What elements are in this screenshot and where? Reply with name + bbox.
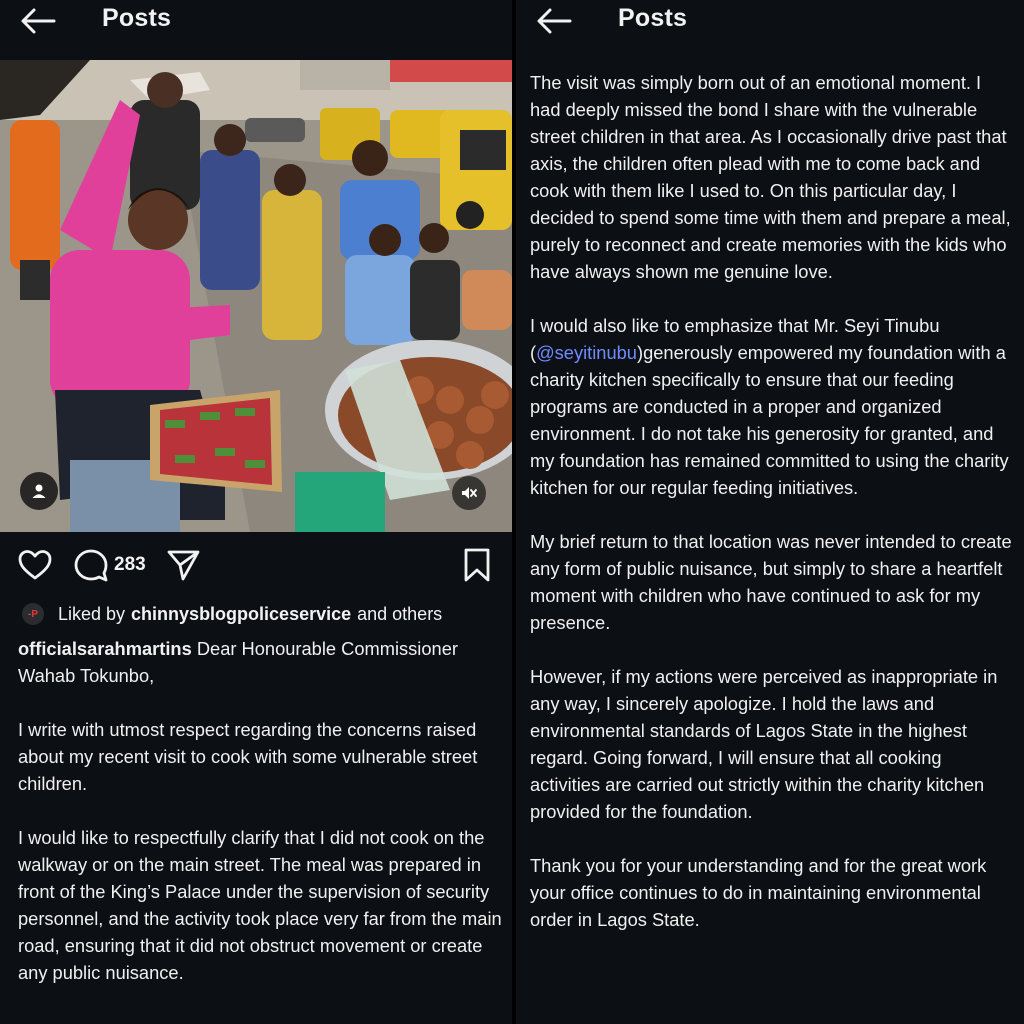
comment-count: 283 xyxy=(114,554,146,575)
bookmark-icon[interactable] xyxy=(460,546,494,589)
liker-username[interactable]: chinnysblogpoliceservice xyxy=(131,603,352,624)
share-icon[interactable] xyxy=(164,546,202,589)
caption-para-3: I would like to respectfully clarify that I did not cook on the walkway or on the main street. The meal was prepared in front of the King’s Palace under the supervision of security personnel, and the activity took place very far from the main road, ensuring that it did not obstruct movement or create any public nuisance. xyxy=(18,827,502,983)
post-caption xyxy=(18,635,502,1013)
post-photo[interactable] xyxy=(0,60,512,532)
caption-para-6: My brief return to that location was never intended to create any form of public nuisance, but simply to share a heartfelt moment with children who have continued to ask for my presence. xyxy=(530,531,1012,633)
user-tag-icon[interactable] xyxy=(20,472,58,510)
page-title: Posts xyxy=(618,4,688,32)
back-arrow-icon[interactable] xyxy=(18,6,58,36)
caption-para-7: However, if my actions were perceived as inappropriate in any way, I sincerely apologize. I hold the laws and environmental standards of Lagos State in the highest regard. Going forward, I will ensure that all cooking activities are carried out strictly within the charity kitchen provided for the foundation. xyxy=(530,666,998,822)
post-actions xyxy=(0,546,512,586)
likes-prefix: Liked by xyxy=(58,603,126,624)
caption-para-2: I write with utmost respect regarding the concerns raised about my recent visit to cook with some vulnerable street children. xyxy=(18,719,478,794)
caption-para-4: The visit was simply born out of an emotional moment. I had deeply missed the bond I share with the vulnerable street children in that area. As I occasionally drive past that axis, the children often plead with me to come back and cook with them like I used to. On this particular day, I decided to spend some time with them and prepare a meal, purely to reconnect and create memories with the kids who have always shown me genuine love. xyxy=(530,72,1011,282)
author-username[interactable]: officialsarahmartins xyxy=(18,638,192,659)
page-title: Posts xyxy=(102,4,172,32)
mention-link[interactable]: @seyitinubu xyxy=(536,342,637,363)
left-header xyxy=(0,0,512,42)
caption-para-5 xyxy=(530,312,1014,501)
likes-summary[interactable] xyxy=(22,601,442,627)
caption-para-5-end: )generously empowered my foundation with a charity kitchen specifically to ensure that our feeding programs are conducted in a proper and organized environment. I do not take his generosity for granted, and my foundation has remained committed to using the charity kitchen for our regular feeding initiatives. xyxy=(530,342,1009,498)
caption-para-8: Thank you for your understanding and for the great work your office continues to do in maintaining environmental order in Lagos State. xyxy=(530,855,987,930)
mute-icon[interactable] xyxy=(452,476,486,510)
caption-para-5-start: I would also like to emphasize that Mr. Seyi Tinubu ( xyxy=(530,315,940,363)
heart-icon[interactable] xyxy=(16,546,54,589)
liker-avatar: -P xyxy=(22,603,44,625)
caption-para-1: Dear Honourable Commissioner Wahab Tokunbo, xyxy=(18,638,458,686)
back-arrow-icon[interactable] xyxy=(534,6,574,36)
right-header xyxy=(516,0,1024,42)
likes-suffix: and others xyxy=(357,603,443,624)
comment-icon[interactable] xyxy=(72,546,110,589)
post-caption-continued xyxy=(530,69,1014,960)
